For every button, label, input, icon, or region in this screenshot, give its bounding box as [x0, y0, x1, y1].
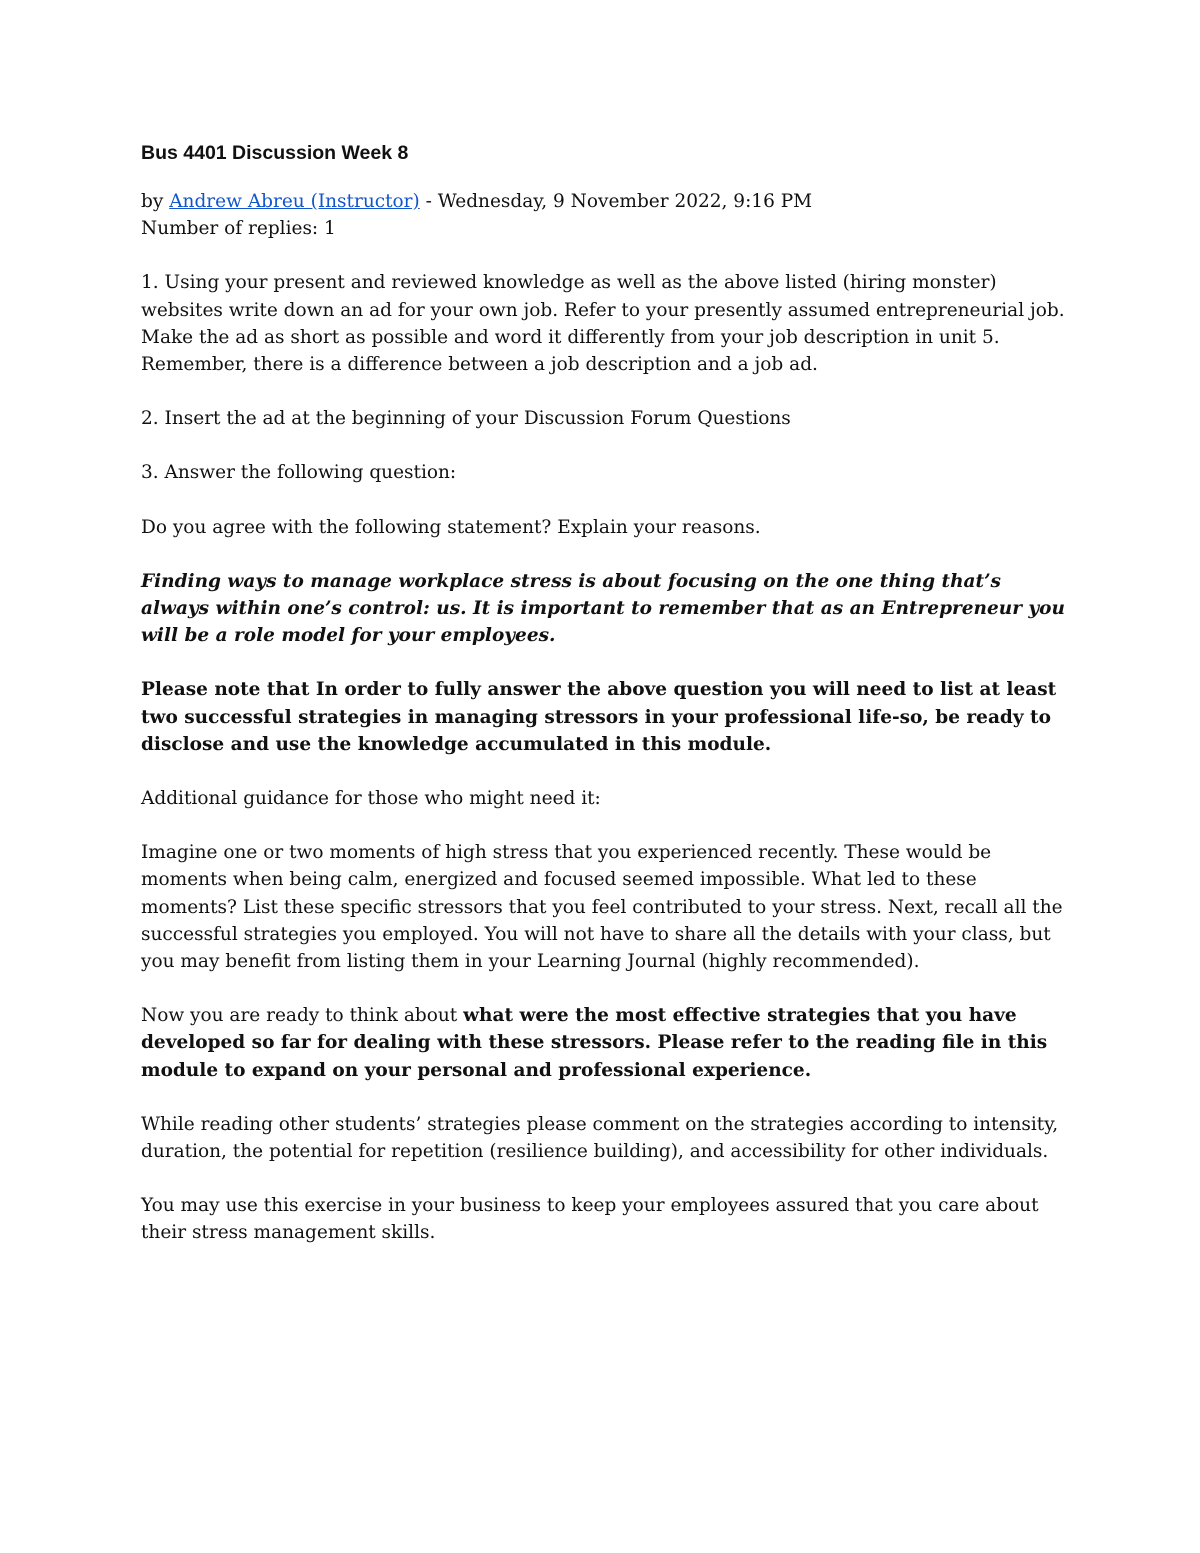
- question-text: Do you agree with the following statement? Explain your reasons.: [141, 516, 761, 538]
- author-link[interactable]: Andrew Abreu (Instructor): [169, 191, 420, 212]
- closing-text: You may use this exercise in your business to keep your employees assured that you care about their stress management skills.: [141, 1195, 1039, 1244]
- post-date: - Wednesday, 9 November 2022, 9:16 PM: [419, 191, 813, 212]
- replies-count: Number of replies: 1: [141, 218, 336, 240]
- statement-text: Finding ways to manage workplace stress is about focusing on the one thing that’s always within one’s control: us. It is important to remember that as an Entrepreneur you will be a role model for your employees.: [141, 570, 1065, 647]
- page-title: Bus 4401 Discussion Week 8: [141, 142, 409, 164]
- ready-prefix: Now you are ready to think about: [141, 1005, 464, 1027]
- instruction-item-2: 2. Insert the ad at the beginning of your Discussion Forum Questions: [141, 408, 791, 430]
- guidance-heading: Additional guidance for those who might need it:: [141, 788, 601, 810]
- guidance-text: Imagine one or two moments of high stress that you experienced recently. These would be moments when being calm, energized and focused seemed impossible. What led to these moments? List these specific stressors that you feel contributed to your stress. Next, recall all the successful strategies you employed. You will not have to share all the details with your class, but you may benefit from listing them in your Learning Journal (highly recommended).: [141, 842, 1063, 973]
- byline-prefix: by: [141, 191, 170, 212]
- ready-paragraph: [141, 1002, 1071, 1084]
- byline: [141, 188, 1071, 215]
- instruction-item-1: 1. Using your present and reviewed knowledge as well as the above listed (hiring monster) websites write down an ad for your own job. Refer to your presently assumed entrepreneurial job. Make the ad as short as possible and word it differently from your job description in unit 5. Remember, there is a difference between a job description and a job ad.: [141, 272, 1065, 376]
- ready-bold: what were the most effective strategies that you have developed so far for dealing with these stressors. Please refer to the reading file in this module to expand on your personal and professional experience.: [141, 1005, 1048, 1081]
- instruction-item-3: 3. Answer the following question:: [141, 462, 457, 484]
- document-page: [141, 140, 1071, 1274]
- post-meta: [141, 188, 1071, 242]
- note-text: Please note that In order to fully answer the above question you will need to list at least two successful strategies in managing stressors in your professional life-so, be ready to disclose and use the knowledge accumulated in this module.: [141, 679, 1057, 755]
- comment-text: While reading other students’ strategies please comment on the strategies according to intensity, duration, the potential for repetition (resilience building), and accessibility for other individuals.: [141, 1113, 1059, 1163]
